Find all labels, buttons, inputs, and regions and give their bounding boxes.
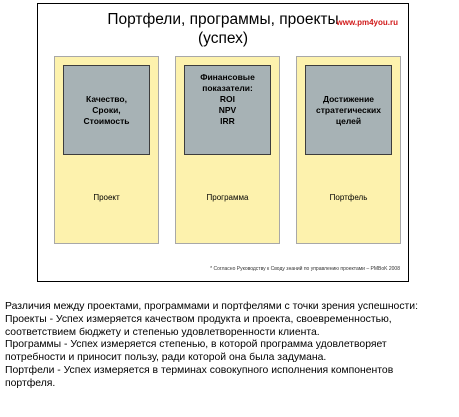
slide-title-line2: (успех) (197, 30, 249, 47)
program-label: Программа (206, 193, 249, 202)
column-program (175, 56, 280, 244)
portfolio-criteria-text: Достижение стратегических целей (316, 93, 381, 126)
description-text (5, 301, 455, 391)
pmbok-footnote: * Согласно Руководству к Своду знаний по управлению проектами – PMBoK 2008 (210, 266, 400, 272)
description-programs: Программы - Успех измеряется степенью, в которой программа удовлетворяет потребности и приносит пользу, ради которой она была задумана. (5, 339, 387, 364)
site-link[interactable]: www.pm4you.ru (336, 18, 398, 27)
column-project (54, 56, 159, 244)
program-criteria-box (184, 65, 271, 155)
description-intro: Различия между проектами, программами и портфелями с точки зрения успешности: (5, 301, 418, 312)
program-criteria-text: Финансовые показатели: ROI NPV IRR (200, 72, 255, 126)
project-criteria-text: Качество, Сроки, Стоимость (83, 93, 130, 126)
slide-title-line1: Портфели, программы, проекты (107, 11, 339, 28)
project-label: Проект (93, 193, 120, 202)
column-portfolio (296, 56, 401, 244)
description-projects: Проекты - Успех измеряется качеством продукта и проекта, своевременностью, соответствием бюджету и степенью удовлетворенности клиента. (5, 313, 392, 338)
project-criteria-box (63, 65, 150, 155)
slide-title (38, 10, 408, 48)
slide-frame (37, 3, 409, 282)
portfolio-criteria-box (305, 65, 392, 155)
description-portfolios: Портфели - Успех измеряется в терминах совокупного исполнения компонентов портфеля. (5, 364, 394, 389)
portfolio-label: Портфель (329, 193, 368, 202)
